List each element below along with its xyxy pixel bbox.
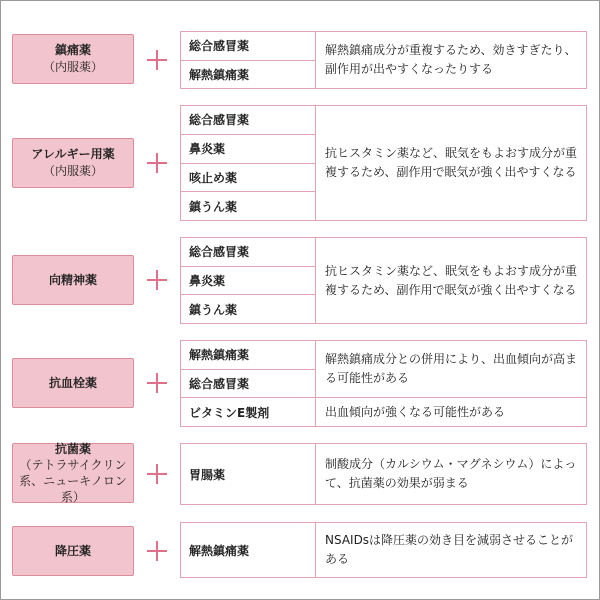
drug-label xyxy=(12,255,134,305)
combined-drug-list xyxy=(181,444,316,504)
combined-drug: 鼻炎薬 xyxy=(181,134,315,163)
combination-segment xyxy=(181,238,586,323)
combined-drug: 咳止め薬 xyxy=(181,163,315,192)
combination-box xyxy=(180,340,587,427)
interaction-row-antihypertensive xyxy=(0,522,600,578)
combined-drug-list xyxy=(181,238,316,323)
plus-icon xyxy=(145,371,169,395)
combination-segment xyxy=(181,32,586,88)
combined-drug: 総合感冒薬 xyxy=(181,369,315,398)
combined-drug-list xyxy=(181,106,316,220)
combination-box xyxy=(180,522,587,578)
combination-segment xyxy=(181,397,586,426)
drug-name: 降圧薬 xyxy=(54,543,91,558)
combination-segment xyxy=(181,341,586,397)
drug-name: 抗血栓薬 xyxy=(48,375,97,390)
combination-segment xyxy=(181,523,586,577)
combined-drug: 総合感冒薬 xyxy=(189,39,250,54)
drug-label xyxy=(12,138,134,188)
combined-drug: 解熱鎮痛薬 xyxy=(189,348,250,363)
plus-icon xyxy=(145,151,169,175)
interaction-row-psychotropic xyxy=(0,237,600,324)
combined-drug: 総合感冒薬 xyxy=(189,113,250,128)
combined-drug-list xyxy=(181,398,316,426)
combined-drug-list xyxy=(181,523,316,577)
drug-label xyxy=(12,443,134,503)
combined-drug-list xyxy=(181,32,316,88)
interaction-description: NSAIDsは降圧薬の効き目を減弱させることがある xyxy=(325,533,574,566)
drug-note: （内服薬） xyxy=(42,164,103,178)
combined-drug-list xyxy=(181,341,316,397)
combined-drug: 鎮うん薬 xyxy=(181,294,315,323)
combination-box xyxy=(180,237,587,324)
interaction-description: 解熱鎮痛成分との併用により、出血傾向が高まる可能性がある xyxy=(325,352,578,385)
combined-drug: 胃腸薬 xyxy=(189,467,226,482)
drug-name: 鎮痛薬 xyxy=(54,43,91,57)
drug-label xyxy=(12,358,134,408)
plus-icon xyxy=(145,48,169,72)
drug-note: （テトラサイクリン系、ニューキノロン系） xyxy=(19,458,127,504)
plus-icon xyxy=(145,268,169,292)
drug-note: （内服薬） xyxy=(42,60,103,74)
plus-icon xyxy=(145,462,169,486)
interaction-row-antithrombotic xyxy=(0,340,600,427)
combined-drug: 鎮うん薬 xyxy=(181,191,315,220)
drug-name: 抗菌薬 xyxy=(54,442,91,456)
combined-drug: ビタミンE製剤 xyxy=(189,405,270,420)
combination-box xyxy=(180,443,587,505)
interaction-row-analgesic xyxy=(0,31,600,89)
interaction-row-antibacterial xyxy=(0,443,600,505)
combined-drug: 解熱鎮痛薬 xyxy=(181,60,315,89)
combined-drug: 総合感冒薬 xyxy=(189,245,250,260)
drug-name: アレルギー用薬 xyxy=(31,147,115,161)
interaction-description: 抗ヒスタミン薬など、眠気をもよおす成分が重複するため、副作用で眠気が強く出やすくなる xyxy=(325,263,578,297)
combination-box xyxy=(180,105,587,221)
interaction-description: 解熱鎮痛成分が重複するため、効きすぎたり、副作用が出やすくなったりする xyxy=(325,43,577,76)
combination-segment xyxy=(181,106,586,220)
plus-icon xyxy=(145,539,169,563)
drug-name: 向精神薬 xyxy=(48,272,97,287)
drug-label xyxy=(12,526,134,576)
combination-box xyxy=(180,31,587,89)
combined-drug: 解熱鎮痛薬 xyxy=(189,543,250,558)
interaction-description: 制酸成分（カルシウム・マグネシウム）によって、抗菌薬の効果が弱まる xyxy=(325,457,577,490)
drug-label xyxy=(12,34,134,84)
interaction-description: 出血傾向が強くなる可能性がある xyxy=(325,404,506,419)
interaction-description: 抗ヒスタミン薬など、眠気をもよおす成分が重複するため、副作用で眠気が強く出やすくなる xyxy=(325,146,578,179)
combined-drug: 鼻炎薬 xyxy=(181,266,315,295)
combination-segment xyxy=(181,444,586,504)
interaction-row-allergy xyxy=(0,105,600,221)
